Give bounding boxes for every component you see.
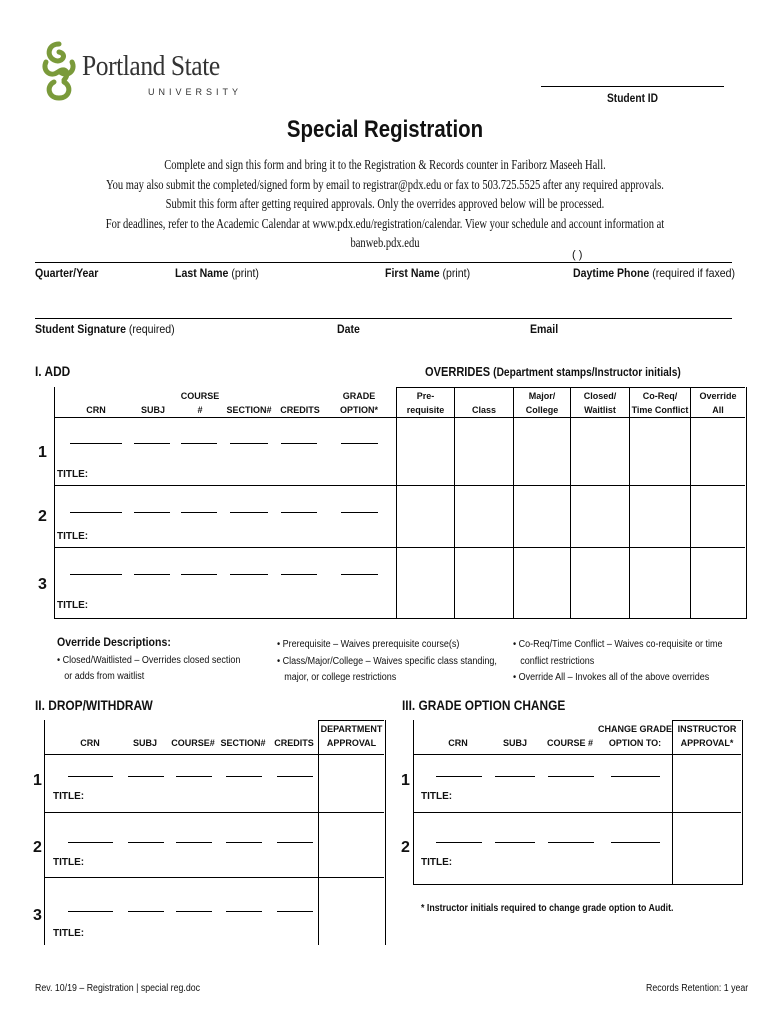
drop-credits-field[interactable] [277,842,313,843]
add-credits-field[interactable] [281,512,317,513]
add-row-number: 1 [38,444,47,461]
add-col-grade-top: GRADE [342,391,376,401]
override-desc-item: • Co-Req/Time Conflict – Waives co-requisite or time [513,639,723,650]
add-subj-field[interactable] [134,443,170,444]
add-subj-field[interactable] [134,574,170,575]
quarter-year-label [35,266,98,280]
add-crn-field[interactable] [70,443,122,444]
university-logo [40,40,243,100]
name-line[interactable] [35,262,732,263]
grade-col-change [598,724,672,749]
grade-course-field[interactable] [548,842,594,843]
grade-header-rule [413,754,741,755]
add-col-closed [571,391,629,416]
drop-subj-field[interactable] [128,776,164,777]
grade-row-number: 2 [401,839,410,856]
grade-change-field[interactable] [611,776,660,777]
first-name-note: (print) [442,266,471,280]
grade-change-field[interactable] [611,842,660,843]
add-title-label: TITLE: [57,469,89,480]
signature-line[interactable] [35,318,732,319]
add-col-coreq [630,391,690,416]
add-row-divider-1 [54,485,745,486]
intro-text [0,155,770,253]
add-col-section: SECTION# [226,405,272,415]
add-col-course-top: COURSE [180,391,220,401]
drop-row-number: 3 [33,907,42,924]
drop-dept-top-border [318,720,384,721]
grade-instr-top-border [672,720,741,721]
add-col-override-bot: All [712,405,724,415]
add-col-sep [454,387,455,618]
email-label: Email [530,322,559,336]
add-title-label: TITLE: [57,600,89,611]
add-col-sep [690,387,691,618]
first-name-label [385,266,470,280]
override-desc-item: conflict restrictions [520,655,595,667]
grade-col-course: COURSE # [546,738,593,748]
override-desc-heading: Override Descriptions: [57,635,171,649]
drop-heading: II. DROP/WITHDRAW [35,697,153,713]
add-table [54,387,747,619]
add-col-credits: CREDITS [280,405,320,415]
drop-course-field[interactable] [176,911,212,912]
revision-note: Rev. 10/19 – Registration | special reg.doc [35,983,201,994]
intro-line-2: You may also submit the completed/signed form by email to registrar@pdx.edu or fax to 503.725.5525 after any required approvals. [106,176,664,192]
add-subj-field[interactable] [134,512,170,513]
drop-col-credits: CREDITS [274,738,314,748]
drop-crn-field[interactable] [68,842,113,843]
signature-text: Student Signature [35,322,126,336]
drop-credits-field[interactable] [277,911,313,912]
add-col-override [691,391,745,416]
phone-note: (required if faxed) [652,266,736,280]
grade-row-number: 1 [401,772,410,789]
add-course-field[interactable] [181,443,217,444]
drop-section-field[interactable] [226,776,262,777]
drop-col-dept-bot: APPROVAL [326,738,377,748]
override-desc-col1 [57,653,240,685]
intro-line-3: Submit this form after getting required approvals. Only the overrides approved below will be processed. [165,196,605,211]
drop-section-field[interactable] [226,911,262,912]
last-name-text: Last Name [175,266,229,280]
grade-crn-field[interactable] [436,776,482,777]
first-name-text: First Name [385,266,440,280]
intro-line-4: For deadlines, refer to the Academic Calendar at www.pdx.edu/registration/calendar. View your schedule and account information at banweb.pdx.edu [105,215,665,250]
drop-col-crn: CRN [80,738,100,748]
drop-crn-field[interactable] [68,776,113,777]
drop-section-field[interactable] [226,842,262,843]
grade-col-subj: SUBJ [502,738,527,748]
add-col-prereq [397,391,454,416]
phone-label [573,266,735,280]
add-title-label: TITLE: [57,531,89,542]
drop-row-number: 1 [33,772,42,789]
drop-col-dept-top: DEPARTMENT [320,724,383,734]
signature-label [35,322,175,336]
add-col-course-bot: # [197,405,203,415]
override-desc-item: major, or college restrictions [284,672,397,683]
drop-subj-field[interactable] [128,842,164,843]
add-credits-field[interactable] [281,443,317,444]
add-col-major [514,391,570,416]
add-course-field[interactable] [181,512,217,513]
add-grade-field[interactable] [341,443,378,444]
override-desc-item: • Closed/Waitlisted – Overrides closed section [57,655,241,666]
add-col-closed-top: Closed/ [583,391,617,401]
add-grade-field[interactable] [341,512,378,513]
grade-subj-field[interactable] [495,842,535,843]
grade-col-change-top: CHANGE GRADE [598,724,673,734]
grade-crn-field[interactable] [436,842,482,843]
add-row-number: 3 [38,576,47,593]
grade-footnote: * Instructor initials required to change grade option to Audit. [421,903,674,914]
overrides-note: (Department stamps/Instructor initials) [493,365,681,379]
drop-title-label: TITLE: [53,857,85,868]
drop-course-field[interactable] [176,776,212,777]
override-desc-col3 [513,637,723,687]
add-col-override-top: Override [699,391,737,401]
add-course-field[interactable] [181,574,217,575]
add-row-number: 2 [38,508,47,525]
add-col-class: Class [471,405,497,415]
add-col-sep [513,387,514,618]
drop-col-course: COURSE# [171,738,215,748]
quarter-year-text: Quarter/Year [35,266,99,280]
grade-title-label: TITLE: [421,791,453,802]
add-grade-field[interactable] [341,574,378,575]
add-section-field[interactable] [230,512,268,513]
last-name-label [175,266,259,280]
intro-line-1: Complete and sign this form and bring it to the Registration & Records counter in Fariborz Maseeh Hall. [164,157,606,172]
records-retention: Records Retention: 1 year [646,983,749,994]
drop-row-number: 2 [33,839,42,856]
add-col-coreq-bot: Time Conflict [631,405,689,415]
override-desc-item: • Prerequisite – Waives prerequisite course(s) [277,639,460,650]
drop-title-label: TITLE: [53,928,85,939]
drop-course-field[interactable] [176,842,212,843]
add-col-prereq-top: Pre- [416,391,435,401]
add-crn-field[interactable] [70,574,122,575]
drop-col-dept [319,724,384,749]
add-col-major-top: Major/ [528,391,556,401]
add-col-sep [570,387,571,618]
add-col-sep [629,387,630,618]
add-heading: I. ADD [35,363,71,379]
add-col-grade-bot: OPTION* [339,405,378,415]
drop-col-section: SECTION# [220,738,266,748]
add-col-sep [396,387,397,618]
page-title: Special Registration [286,116,484,143]
last-name-note: (print) [231,266,259,280]
signature-note: (required) [128,322,175,336]
student-id-label: Student ID [607,91,658,105]
phone-area-paren: ( ) [572,249,583,261]
override-desc-item: • Override All – Invokes all of the above overrides [513,672,710,683]
overrides-heading-text: OVERRIDES [425,364,491,379]
add-crn-field[interactable] [70,512,122,513]
add-col-grade [334,391,384,416]
grade-col-change-bot: OPTION TO: [608,738,662,748]
add-col-prereq-bot: requisite [406,405,445,415]
grade-subj-field[interactable] [495,776,535,777]
phone-text: Daytime Phone [573,266,650,280]
drop-crn-field[interactable] [68,911,113,912]
add-section-field[interactable] [230,574,268,575]
add-col-crn: CRN [86,405,106,415]
drop-title-label: TITLE: [53,791,85,802]
drop-col-subj: SUBJ [132,738,157,748]
drop-row-divider-1 [44,812,384,813]
psu-knot-icon [40,40,78,102]
override-desc-col2 [277,637,497,687]
override-desc-item: • Class/Major/College – Waives specific class standing, [277,655,497,667]
grade-heading: III. GRADE OPTION CHANGE [402,697,566,713]
add-section-field[interactable] [230,443,268,444]
grade-col-instr-top: INSTRUCTOR [677,724,737,734]
add-credits-field[interactable] [281,574,317,575]
grade-col-crn: CRN [448,738,468,748]
drop-row-divider-2 [44,877,384,878]
add-col-coreq-top: Co-Req/ [642,391,678,401]
add-col-course [178,391,222,416]
date-label: Date [337,322,360,336]
override-desc-item: or adds from waitlist [64,671,145,682]
grade-course-field[interactable] [548,776,594,777]
drop-subj-field[interactable] [128,911,164,912]
add-row-divider-2 [54,547,745,548]
grade-col-instr [673,724,741,749]
overrides-heading [425,364,681,379]
add-col-major-bot: College [525,405,559,415]
grade-col-instr-bot: APPROVAL* [680,738,734,748]
logo-university: UNIVERSITY [148,87,243,97]
logo-wordmark: Portland State [82,50,220,82]
add-header-rule [54,417,745,418]
add-col-closed-bot: Waitlist [584,405,616,415]
add-col-subj: SUBJ [140,405,165,415]
grade-title-label: TITLE: [421,857,453,868]
student-id-line[interactable] [541,86,724,87]
drop-credits-field[interactable] [277,776,313,777]
drop-header-rule [44,754,384,755]
grade-row-divider-1 [413,812,741,813]
